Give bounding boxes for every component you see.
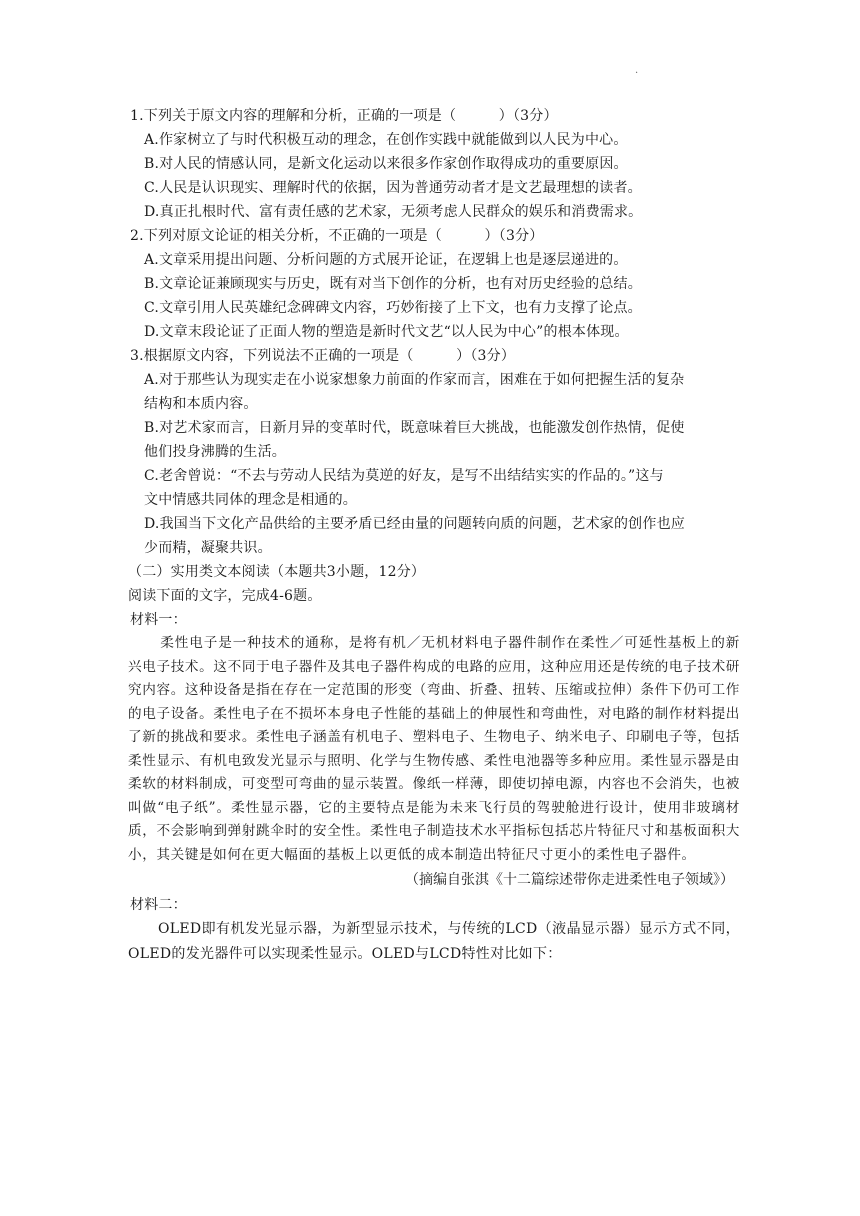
option-c: C.老舍曾说：“不去与劳动人民结为莫逆的好友，是写不出结结实实的作品的。”这与 <box>144 468 664 484</box>
question-title: 3.根据原文内容，下列说法不正确的一项是（ ）（3分） <box>130 348 516 364</box>
option-c: C.人民是认识现实、理解时代的依据，因为普通劳动者才是文艺最理想的读者。 <box>144 180 642 196</box>
option-a: A.对于那些认为现实走在小说家想象力前面的作家而言，困难在于如何把握生活的复杂 <box>144 372 685 388</box>
material-1-label: 材料一： <box>130 612 187 628</box>
document-body <box>128 104 740 967</box>
question-title: 2.下列对原文论证的相关分析，不正确的一项是（ ）（3分） <box>130 228 544 244</box>
material-1-paragraph <box>128 632 740 867</box>
material-2-paragraph <box>128 917 740 967</box>
option-d: D.真正扎根时代、富有责任感的艺术家，无须考虑人民群众的娱乐和消费需求。 <box>144 204 643 220</box>
option-b: B.文章论证兼顾现实与历史，既有对当下创作的分析，也有对历史经验的总结。 <box>144 276 642 292</box>
option-d-continued: 少而精，凝聚共识。 <box>144 540 272 556</box>
option-b: B.对人民的情感认同，是新文化运动以来很多作家创作取得成功的重要原因。 <box>144 156 628 172</box>
option-b: B.对艺术家而言，日新月异的变革时代，既意味着巨大挑战，也能激发创作热情，促使 <box>144 420 685 436</box>
option-b-continued: 他们投身沸腾的生活。 <box>144 444 286 460</box>
option-c-continued: 文中情感共同体的理念是相通的。 <box>144 492 357 508</box>
option-c: C.文章引用人民英雄纪念碑碑文内容，巧妙衔接了上下文，也有力支撑了论点。 <box>144 300 642 316</box>
section-instruction: 阅读下面的文字，完成4-6题。 <box>128 588 322 604</box>
section-heading: （二）实用类文本阅读（本题共3小题，12分） <box>128 564 426 580</box>
option-a: A.文章采用提出问题、分析问题的方式展开论证，在逻辑上也是逐层递进的。 <box>144 252 628 268</box>
material-1-source: （摘编自张淇《十二篇综述带你走进柔性电子领域》） <box>405 872 734 888</box>
corner-mark: . <box>635 65 639 76</box>
question-title: 1.下列关于原文内容的理解和分析，正确的一项是（ ）（3分） <box>130 108 558 124</box>
question-1 <box>128 104 740 224</box>
material-2-text: OLED即有机发光显示器，为新型显示技术，与传统的LCD（液晶显示器）显示方式不同，OLED的发光器件可以实现柔性显示。OLED与LCD特性对比如下： <box>128 921 740 962</box>
question-2 <box>128 224 740 344</box>
option-a: A.作家树立了与时代积极互动的理念，在创作实践中就能做到以人民为中心。 <box>144 132 628 148</box>
question-3 <box>128 344 740 560</box>
option-d: D.文章末段论证了正面人物的塑造是新时代文艺“以人民为中心”的根本体现。 <box>144 324 629 340</box>
material-1-text: 柔性电子是一种技术的通称，是将有机／无机材料电子器件制作在柔性／可延性基板上的新兴电子技术。这不同于电子器件及其电子器件构成的电路的应用，这种应用还是传统的电子技术研究内容。这种设备是指在存在一定范围的形变（弯曲、折叠、扭转、压缩或拉伸）条件下仍可工作的电子设备。柔性电子在不损坏本身电子性能的基础上的伸展性和弯曲性，对电路的制作材料提出了新的挑战和要求。柔性电子涵盖有机电子、塑料电子、生物电子、纳米电子、印刷电子等，包括柔性显示、有机电致发光显示与照明、化学与生物传感、柔性电池器等多种应用。柔性显示器是由柔软的材料制成，可变型可弯曲的显示装置。像纸一样薄，即使切掉电源，内容也不会消失，也被叫做“电子纸”。柔性显示器，它的主要特点是能为未来飞行员的驾驶舱进行设计，使用非玻璃材质，不会影响到弹射跳伞时的安全性。柔性电子制造技术水平指标包括芯片特征尺寸和基板面积大小，其关键是如何在更大幅面的基板上以更低的成本制造出特征尺寸更小的柔性电子器件。 <box>128 635 740 863</box>
material-2-label: 材料二： <box>130 897 187 913</box>
option-d: D.我国当下文化产品供给的主要矛盾已经由量的问题转向质的问题，艺术家的创作也应 <box>144 516 685 532</box>
option-a-continued: 结构和本质内容。 <box>144 396 258 412</box>
